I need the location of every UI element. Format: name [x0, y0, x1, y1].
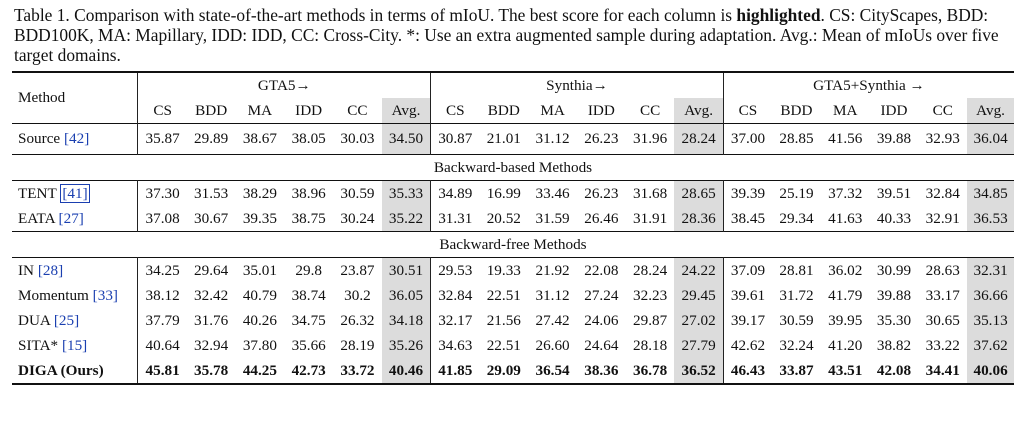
score-cell: 38.12 [145, 286, 180, 304]
column-header-avg: Avg. [674, 98, 723, 124]
score-cell: 31.96 [633, 130, 668, 147]
score-cell: 36.53 [967, 206, 1014, 232]
citation-link[interactable]: [41] [62, 184, 88, 202]
score-cell: 40.06 [967, 358, 1014, 384]
section-title: Backward-based Methods [433, 158, 593, 176]
header-column-row [12, 98, 1014, 124]
table-row [12, 283, 1014, 308]
score-cell: 34.41 [925, 361, 960, 379]
score-cell: 28.18 [633, 336, 668, 354]
score-cell: 32.42 [194, 286, 229, 304]
score-cell: 36.02 [828, 261, 863, 279]
score-cell: 30.03 [340, 130, 375, 147]
group-gta5-synthia: GTA5+Synthia → [813, 76, 925, 94]
score-cell: 38.75 [291, 209, 326, 227]
score-cell: 20.52 [486, 209, 521, 227]
score-cell: 39.88 [876, 286, 912, 304]
column-header-idd: IDD [587, 101, 615, 119]
section-row [12, 232, 1014, 258]
score-cell: 38.05 [291, 130, 326, 147]
score-cell: 31.12 [535, 286, 570, 304]
column-header-ma: MA [832, 101, 858, 119]
citation-link[interactable]: [28] [37, 261, 64, 279]
score-cell: 27.42 [535, 311, 570, 329]
method-label: Source [18, 130, 64, 147]
method-name [12, 258, 138, 284]
score-cell: 33.72 [340, 361, 375, 379]
score-cell: 27.02 [674, 308, 723, 333]
score-cell: 16.99 [486, 184, 521, 202]
score-cell: 35.66 [291, 336, 326, 354]
score-cell: 22.08 [584, 261, 619, 279]
method-header: Method [12, 72, 138, 124]
score-cell: 44.25 [242, 361, 277, 379]
score-cell: 28.19 [340, 336, 375, 354]
table-row [12, 333, 1014, 358]
score-cell: 26.23 [584, 184, 619, 202]
group-synthia: Synthia→ [431, 72, 724, 98]
method-name [12, 124, 138, 155]
score-cell: 29.53 [438, 261, 473, 279]
score-cell: 36.05 [382, 283, 431, 308]
score-cell: 35.01 [242, 261, 277, 279]
score-cell: 29.45 [674, 283, 723, 308]
score-cell: 39.17 [730, 311, 766, 329]
column-header-cs: CS [738, 101, 758, 119]
method-name [12, 206, 138, 232]
score-cell: 22.51 [486, 286, 521, 304]
score-cell: 30.87 [438, 130, 473, 147]
method-name [12, 308, 138, 333]
score-cell: 40.79 [242, 286, 277, 304]
score-cell: 41.85 [438, 361, 473, 379]
column-header-idd: IDD [880, 101, 908, 119]
score-cell: 39.39 [730, 184, 766, 202]
score-cell: 36.66 [967, 283, 1014, 308]
score-cell: 27.24 [584, 286, 619, 304]
score-cell: 24.22 [674, 258, 723, 284]
column-header-avg: Avg. [967, 98, 1014, 124]
score-cell: 36.54 [535, 361, 570, 379]
citation-link[interactable]: [27] [58, 209, 84, 227]
score-cell: 42.73 [291, 361, 326, 379]
score-cell: 33.87 [779, 361, 814, 379]
score-cell: 31.68 [633, 184, 668, 202]
score-cell: 41.20 [828, 336, 863, 354]
table-row [12, 258, 1014, 284]
score-cell: 40.33 [876, 209, 912, 227]
caption-label: Table 1. [14, 5, 70, 25]
score-cell: 34.25 [145, 261, 180, 279]
score-cell: 36.78 [633, 361, 668, 379]
score-cell: 28.85 [779, 130, 814, 147]
score-cell: 28.65 [674, 181, 723, 207]
header-group-row [12, 72, 1014, 98]
score-cell: 35.87 [145, 130, 180, 147]
score-cell: 25.19 [779, 184, 814, 202]
score-cell: 38.67 [242, 130, 277, 147]
column-header-cs: CS [153, 101, 172, 119]
score-cell: 28.81 [779, 261, 814, 279]
table-row [12, 124, 1014, 155]
method-label: SITA* [18, 336, 62, 354]
method-label: IN [18, 261, 38, 279]
score-cell: 34.50 [382, 124, 431, 155]
score-cell: 35.13 [967, 308, 1014, 333]
score-cell: 29.34 [779, 209, 814, 227]
method-name [12, 283, 138, 308]
column-header-bdd: BDD [780, 101, 813, 119]
caption-text-1: Comparison with state-of-the-art methods in terms of mIoU. The best score for each column is [69, 5, 737, 25]
caption-text-2: . CS: CityScapes, BDD: BDD100K, MA: Mapillary, IDD: IDD, CC: Cross-City. *: Use an extra augmented sample during adaptation. Avg.: Mean of mIoUs over five target domains. [14, 5, 999, 65]
citation-link[interactable]: [25] [53, 311, 80, 329]
score-cell: 31.12 [535, 130, 570, 147]
score-cell: 21.92 [535, 261, 570, 279]
score-cell: 21.01 [486, 130, 521, 147]
score-cell: 24.64 [584, 336, 619, 354]
score-cell: 35.78 [194, 361, 229, 379]
score-cell: 28.63 [925, 261, 960, 279]
table-row [12, 181, 1014, 207]
score-cell: 26.23 [584, 130, 619, 147]
score-cell: 45.81 [145, 361, 180, 379]
score-cell: 40.26 [242, 311, 277, 329]
score-cell: 39.95 [828, 311, 863, 329]
score-cell: 37.80 [242, 336, 277, 354]
score-cell: 41.63 [828, 209, 863, 227]
method-name [12, 358, 138, 384]
score-cell: 38.45 [730, 209, 766, 227]
score-cell: 31.91 [633, 209, 668, 227]
score-cell: 29.09 [486, 361, 521, 379]
score-cell: 33.22 [925, 336, 960, 354]
score-cell: 29.8 [295, 261, 322, 279]
score-cell: 32.93 [925, 130, 960, 147]
citation-link[interactable]: [42] [63, 130, 90, 147]
score-cell: 37.00 [730, 130, 766, 147]
score-cell: 26.32 [340, 311, 375, 329]
table-row [12, 308, 1014, 333]
score-cell: 24.06 [584, 311, 619, 329]
column-header-avg: Avg. [382, 98, 431, 124]
score-cell: 28.36 [674, 206, 723, 232]
score-cell: 38.36 [584, 361, 619, 379]
score-cell: 36.52 [674, 358, 723, 384]
score-cell: 31.31 [438, 209, 473, 227]
method-label: EATA [18, 209, 59, 227]
column-header-cs: CS [445, 101, 465, 119]
score-cell: 34.18 [382, 308, 431, 333]
citation-link[interactable]: [15] [61, 336, 88, 354]
score-cell: 33.46 [535, 184, 570, 202]
score-cell: 38.29 [242, 184, 277, 202]
score-cell: 37.08 [145, 209, 180, 227]
score-cell: 31.76 [194, 311, 229, 329]
column-header-bdd: BDD [487, 101, 520, 119]
score-cell: 46.43 [730, 361, 766, 379]
method-label: TENT [18, 184, 61, 202]
method-name [12, 181, 138, 207]
score-cell: 34.89 [438, 184, 473, 202]
score-cell: 28.24 [674, 124, 723, 155]
score-cell: 30.59 [340, 184, 375, 202]
method-label: Momentum [18, 286, 93, 304]
score-cell: 32.94 [194, 336, 229, 354]
score-cell: 28.24 [633, 261, 668, 279]
score-cell: 39.88 [876, 130, 912, 147]
table-caption [14, 5, 1014, 65]
score-cell: 29.89 [194, 130, 229, 147]
table-row [12, 358, 1014, 384]
score-cell: 21.56 [486, 311, 521, 329]
score-cell: 37.09 [730, 261, 766, 279]
score-cell: 37.62 [967, 333, 1014, 358]
score-cell: 39.61 [730, 286, 766, 304]
score-cell: 42.62 [730, 336, 766, 354]
score-cell: 31.59 [535, 209, 570, 227]
score-cell: 41.79 [828, 286, 863, 304]
score-cell: 37.32 [828, 184, 863, 202]
score-cell: 32.24 [779, 336, 814, 354]
score-cell: 23.87 [340, 261, 375, 279]
score-cell: 30.51 [382, 258, 431, 284]
score-cell: 31.72 [779, 286, 814, 304]
score-cell: 32.17 [438, 311, 473, 329]
score-cell: 40.46 [382, 358, 431, 384]
score-cell: 34.85 [967, 181, 1014, 207]
column-header-idd: IDD [295, 101, 323, 119]
group-gta5: GTA5→ [138, 72, 431, 98]
method-label: DIGA (Ours) [18, 361, 104, 379]
score-cell: 37.79 [145, 311, 180, 329]
score-cell: 30.65 [925, 311, 960, 329]
score-cell: 38.74 [291, 286, 326, 304]
column-header-ma: MA [247, 101, 273, 119]
method-label: DUA [18, 311, 54, 329]
column-header-cc: CC [347, 101, 368, 119]
score-cell: 29.87 [633, 311, 668, 329]
score-cell: 32.23 [633, 286, 668, 304]
score-cell: 38.96 [291, 184, 326, 202]
score-cell: 35.26 [382, 333, 431, 358]
score-cell: 34.63 [438, 336, 473, 354]
score-cell: 35.33 [382, 181, 431, 207]
score-cell: 29.64 [194, 261, 229, 279]
section-row [12, 155, 1014, 181]
column-header-cc: CC [639, 101, 661, 119]
score-cell: 19.33 [486, 261, 521, 279]
score-cell: 26.46 [584, 209, 619, 227]
score-cell: 30.99 [876, 261, 912, 279]
score-cell: 32.84 [925, 184, 960, 202]
score-cell: 27.79 [674, 333, 723, 358]
score-cell: 26.60 [535, 336, 570, 354]
score-cell: 38.82 [876, 336, 912, 354]
results-table [12, 71, 1014, 385]
method-name [12, 333, 138, 358]
score-cell: 32.31 [967, 258, 1014, 284]
score-cell: 37.30 [145, 184, 180, 202]
citation-link[interactable]: [33] [92, 286, 118, 304]
score-cell: 39.51 [876, 184, 912, 202]
column-header-cc: CC [932, 101, 953, 119]
score-cell: 35.30 [876, 311, 912, 329]
table-row [12, 206, 1014, 232]
score-cell: 32.91 [925, 209, 960, 227]
score-cell: 43.51 [828, 361, 863, 379]
score-cell: 30.24 [340, 209, 375, 227]
score-cell: 42.08 [876, 361, 912, 379]
score-cell: 39.35 [242, 209, 277, 227]
section-title: Backward-free Methods [439, 235, 587, 253]
score-cell: 30.59 [779, 311, 814, 329]
score-cell: 34.75 [291, 311, 326, 329]
score-cell: 41.56 [828, 130, 863, 147]
score-cell: 30.2 [344, 286, 371, 304]
score-cell: 40.64 [145, 336, 180, 354]
caption-highlight: highlighted [736, 5, 821, 25]
score-cell: 30.67 [194, 209, 229, 227]
column-header-bdd: BDD [195, 101, 228, 119]
score-cell: 31.53 [194, 184, 229, 202]
score-cell: 32.84 [438, 286, 473, 304]
score-cell: 36.04 [967, 124, 1014, 155]
score-cell: 33.17 [925, 286, 960, 304]
score-cell: 35.22 [382, 206, 431, 232]
score-cell: 22.51 [486, 336, 521, 354]
column-header-ma: MA [540, 101, 565, 119]
